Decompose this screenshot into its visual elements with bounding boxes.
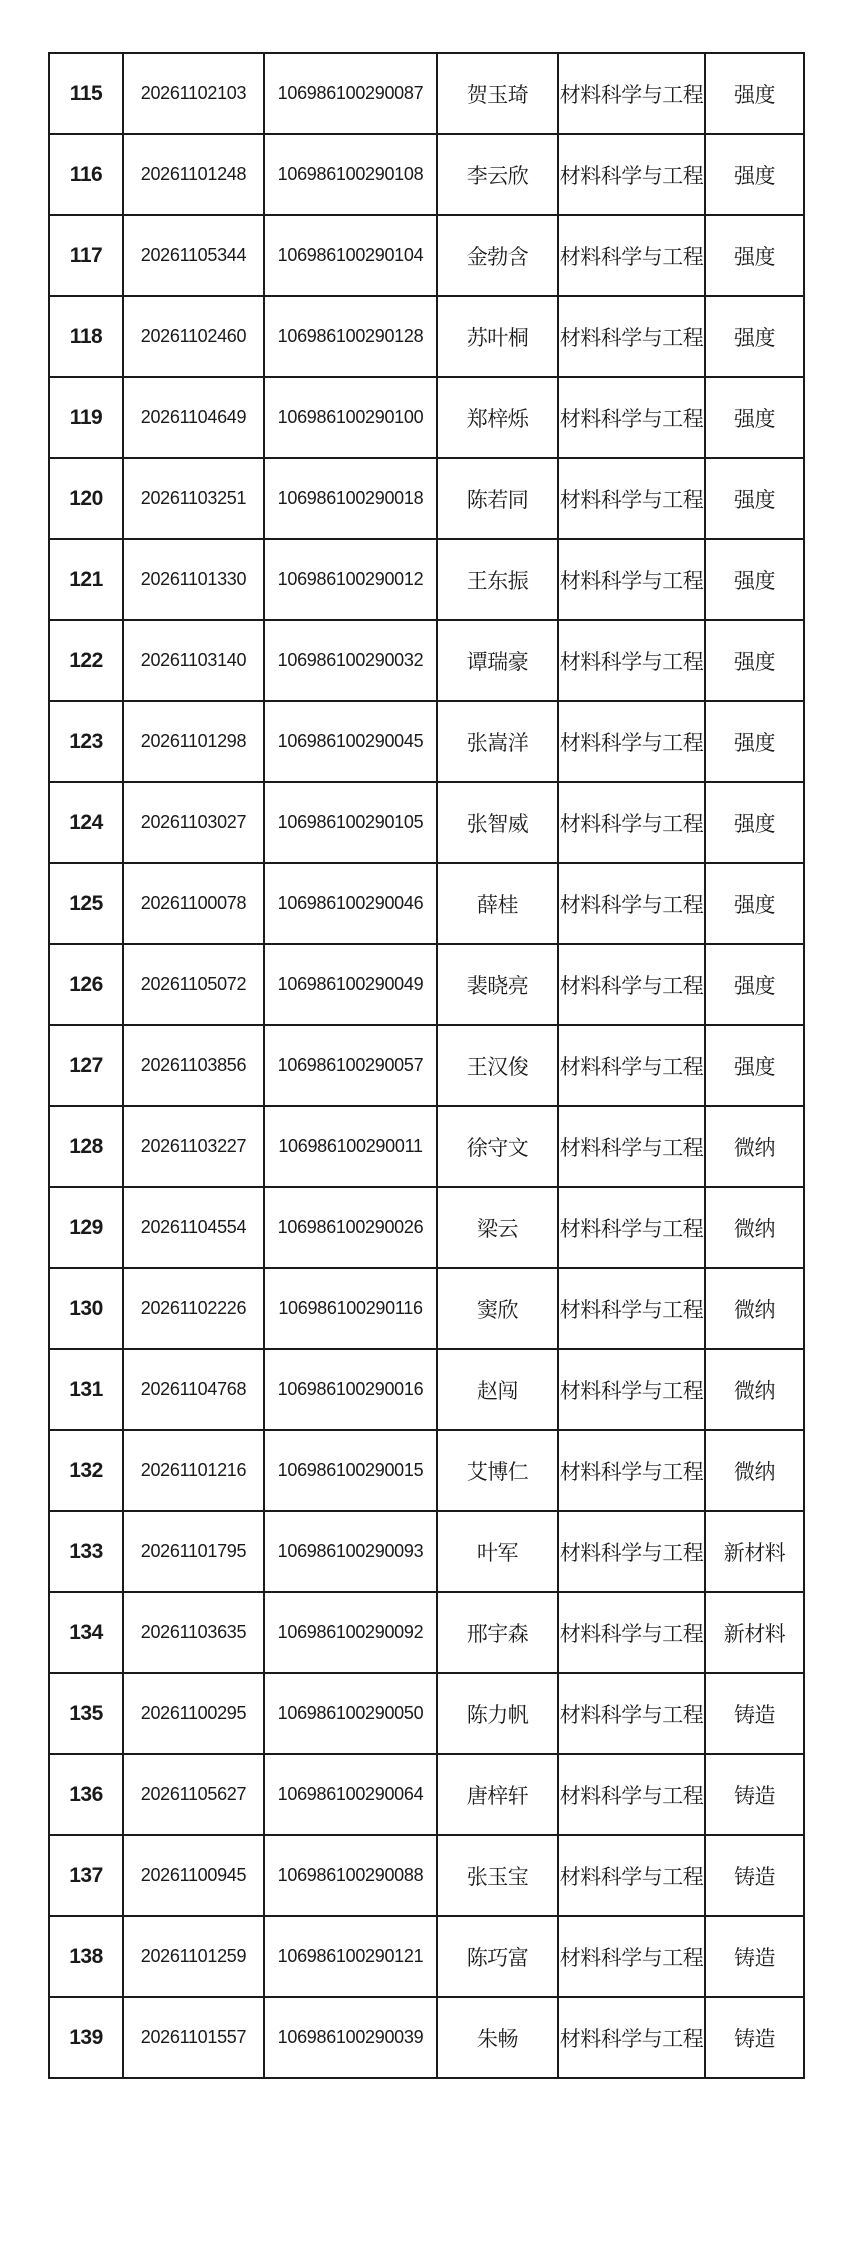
student-name-cell: 朱畅 <box>437 1997 558 2078</box>
research-direction-cell: 铸造 <box>705 1916 804 1997</box>
major-cell: 材料科学与工程 <box>558 296 705 377</box>
research-direction-cell: 微纳 <box>705 1430 804 1511</box>
major-cell: 材料科学与工程 <box>558 1835 705 1916</box>
table-row <box>49 1430 804 1511</box>
exam-id-cell: 20261100945 <box>123 1835 264 1916</box>
student-name-cell: 郑梓烁 <box>437 377 558 458</box>
research-direction-cell: 强度 <box>705 539 804 620</box>
student-id-cell: 106986100290092 <box>264 1592 437 1673</box>
table-row <box>49 1916 804 1997</box>
admission-list-table <box>48 52 805 2079</box>
exam-id-cell: 20261103027 <box>123 782 264 863</box>
research-direction-cell: 强度 <box>705 701 804 782</box>
student-id-cell: 106986100290016 <box>264 1349 437 1430</box>
major-cell: 材料科学与工程 <box>558 1025 705 1106</box>
student-name-cell: 梁云 <box>437 1187 558 1268</box>
row-number-cell: 128 <box>49 1106 123 1187</box>
student-id-cell: 106986100290128 <box>264 296 437 377</box>
row-number-cell: 138 <box>49 1916 123 1997</box>
research-direction-cell: 强度 <box>705 215 804 296</box>
student-id-cell: 106986100290121 <box>264 1916 437 1997</box>
student-id-cell: 106986100290015 <box>264 1430 437 1511</box>
exam-id-cell: 20261103227 <box>123 1106 264 1187</box>
research-direction-cell: 铸造 <box>705 1835 804 1916</box>
student-id-cell: 106986100290057 <box>264 1025 437 1106</box>
research-direction-cell: 强度 <box>705 944 804 1025</box>
major-cell: 材料科学与工程 <box>558 215 705 296</box>
exam-id-cell: 20261104649 <box>123 377 264 458</box>
table-row <box>49 1835 804 1916</box>
table-row <box>49 863 804 944</box>
exam-id-cell: 20261102460 <box>123 296 264 377</box>
research-direction-cell: 强度 <box>705 1025 804 1106</box>
student-id-cell: 106986100290039 <box>264 1997 437 2078</box>
row-number-cell: 125 <box>49 863 123 944</box>
table-row <box>49 1187 804 1268</box>
student-id-cell: 106986100290032 <box>264 620 437 701</box>
table-row <box>49 782 804 863</box>
student-name-cell: 窦欣 <box>437 1268 558 1349</box>
research-direction-cell: 微纳 <box>705 1268 804 1349</box>
exam-id-cell: 20261104768 <box>123 1349 264 1430</box>
row-number-cell: 115 <box>49 53 123 134</box>
major-cell: 材料科学与工程 <box>558 1268 705 1349</box>
research-direction-cell: 铸造 <box>705 1673 804 1754</box>
student-id-cell: 106986100290049 <box>264 944 437 1025</box>
student-name-cell: 裴晓亮 <box>437 944 558 1025</box>
row-number-cell: 116 <box>49 134 123 215</box>
table-row <box>49 1673 804 1754</box>
major-cell: 材料科学与工程 <box>558 377 705 458</box>
student-id-cell: 106986100290088 <box>264 1835 437 1916</box>
table-body <box>49 53 804 2078</box>
table-row <box>49 53 804 134</box>
student-id-cell: 106986100290100 <box>264 377 437 458</box>
student-name-cell: 薛桂 <box>437 863 558 944</box>
table-row <box>49 944 804 1025</box>
row-number-cell: 133 <box>49 1511 123 1592</box>
research-direction-cell: 强度 <box>705 458 804 539</box>
table-row <box>49 1349 804 1430</box>
major-cell: 材料科学与工程 <box>558 1187 705 1268</box>
student-id-cell: 106986100290104 <box>264 215 437 296</box>
exam-id-cell: 20261100295 <box>123 1673 264 1754</box>
student-name-cell: 张智威 <box>437 782 558 863</box>
research-direction-cell: 强度 <box>705 377 804 458</box>
exam-id-cell: 20261105072 <box>123 944 264 1025</box>
table-row <box>49 1025 804 1106</box>
table-row <box>49 1106 804 1187</box>
exam-id-cell: 20261101795 <box>123 1511 264 1592</box>
admission-list-table-container <box>48 52 803 2079</box>
student-name-cell: 徐守文 <box>437 1106 558 1187</box>
major-cell: 材料科学与工程 <box>558 1511 705 1592</box>
student-name-cell: 金勃含 <box>437 215 558 296</box>
student-id-cell: 106986100290050 <box>264 1673 437 1754</box>
student-name-cell: 张嵩洋 <box>437 701 558 782</box>
exam-id-cell: 20261101557 <box>123 1997 264 2078</box>
row-number-cell: 137 <box>49 1835 123 1916</box>
research-direction-cell: 微纳 <box>705 1187 804 1268</box>
table-row <box>49 1268 804 1349</box>
student-name-cell: 王汉俊 <box>437 1025 558 1106</box>
row-number-cell: 134 <box>49 1592 123 1673</box>
student-id-cell: 106986100290093 <box>264 1511 437 1592</box>
student-name-cell: 艾博仁 <box>437 1430 558 1511</box>
row-number-cell: 117 <box>49 215 123 296</box>
row-number-cell: 126 <box>49 944 123 1025</box>
row-number-cell: 124 <box>49 782 123 863</box>
student-name-cell: 谭瑞豪 <box>437 620 558 701</box>
exam-id-cell: 20261105627 <box>123 1754 264 1835</box>
exam-id-cell: 20261101298 <box>123 701 264 782</box>
research-direction-cell: 新材料 <box>705 1592 804 1673</box>
table-row <box>49 1754 804 1835</box>
student-id-cell: 106986100290087 <box>264 53 437 134</box>
exam-id-cell: 20261103635 <box>123 1592 264 1673</box>
student-id-cell: 106986100290026 <box>264 1187 437 1268</box>
exam-id-cell: 20261101259 <box>123 1916 264 1997</box>
student-id-cell: 106986100290012 <box>264 539 437 620</box>
major-cell: 材料科学与工程 <box>558 1592 705 1673</box>
table-row <box>49 1997 804 2078</box>
student-name-cell: 陈若同 <box>437 458 558 539</box>
exam-id-cell: 20261103856 <box>123 1025 264 1106</box>
student-name-cell: 苏叶桐 <box>437 296 558 377</box>
table-row <box>49 458 804 539</box>
major-cell: 材料科学与工程 <box>558 1673 705 1754</box>
research-direction-cell: 新材料 <box>705 1511 804 1592</box>
student-name-cell: 唐梓轩 <box>437 1754 558 1835</box>
table-row <box>49 296 804 377</box>
research-direction-cell: 强度 <box>705 620 804 701</box>
major-cell: 材料科学与工程 <box>558 782 705 863</box>
exam-id-cell: 20261102103 <box>123 53 264 134</box>
research-direction-cell: 铸造 <box>705 1754 804 1835</box>
exam-id-cell: 20261101248 <box>123 134 264 215</box>
student-name-cell: 张玉宝 <box>437 1835 558 1916</box>
table-row <box>49 1511 804 1592</box>
research-direction-cell: 铸造 <box>705 1997 804 2078</box>
row-number-cell: 129 <box>49 1187 123 1268</box>
row-number-cell: 121 <box>49 539 123 620</box>
student-id-cell: 106986100290105 <box>264 782 437 863</box>
research-direction-cell: 微纳 <box>705 1349 804 1430</box>
major-cell: 材料科学与工程 <box>558 53 705 134</box>
major-cell: 材料科学与工程 <box>558 134 705 215</box>
exam-id-cell: 20261100078 <box>123 863 264 944</box>
student-id-cell: 106986100290018 <box>264 458 437 539</box>
table-row <box>49 215 804 296</box>
research-direction-cell: 强度 <box>705 53 804 134</box>
major-cell: 材料科学与工程 <box>558 1106 705 1187</box>
major-cell: 材料科学与工程 <box>558 701 705 782</box>
exam-id-cell: 20261103140 <box>123 620 264 701</box>
research-direction-cell: 强度 <box>705 782 804 863</box>
research-direction-cell: 微纳 <box>705 1106 804 1187</box>
research-direction-cell: 强度 <box>705 296 804 377</box>
student-name-cell: 王东振 <box>437 539 558 620</box>
row-number-cell: 118 <box>49 296 123 377</box>
row-number-cell: 132 <box>49 1430 123 1511</box>
major-cell: 材料科学与工程 <box>558 1349 705 1430</box>
major-cell: 材料科学与工程 <box>558 539 705 620</box>
research-direction-cell: 强度 <box>705 134 804 215</box>
table-row <box>49 377 804 458</box>
row-number-cell: 131 <box>49 1349 123 1430</box>
major-cell: 材料科学与工程 <box>558 1430 705 1511</box>
exam-id-cell: 20261104554 <box>123 1187 264 1268</box>
student-id-cell: 106986100290064 <box>264 1754 437 1835</box>
student-name-cell: 贺玉琦 <box>437 53 558 134</box>
row-number-cell: 122 <box>49 620 123 701</box>
exam-id-cell: 20261101330 <box>123 539 264 620</box>
row-number-cell: 123 <box>49 701 123 782</box>
row-number-cell: 127 <box>49 1025 123 1106</box>
row-number-cell: 120 <box>49 458 123 539</box>
major-cell: 材料科学与工程 <box>558 620 705 701</box>
student-id-cell: 106986100290108 <box>264 134 437 215</box>
row-number-cell: 119 <box>49 377 123 458</box>
student-name-cell: 李云欣 <box>437 134 558 215</box>
student-id-cell: 106986100290046 <box>264 863 437 944</box>
row-number-cell: 139 <box>49 1997 123 2078</box>
major-cell: 材料科学与工程 <box>558 458 705 539</box>
table-row <box>49 134 804 215</box>
table-row <box>49 1592 804 1673</box>
row-number-cell: 130 <box>49 1268 123 1349</box>
student-name-cell: 赵闯 <box>437 1349 558 1430</box>
student-name-cell: 叶军 <box>437 1511 558 1592</box>
row-number-cell: 135 <box>49 1673 123 1754</box>
major-cell: 材料科学与工程 <box>558 1754 705 1835</box>
table-row <box>49 539 804 620</box>
major-cell: 材料科学与工程 <box>558 1997 705 2078</box>
major-cell: 材料科学与工程 <box>558 863 705 944</box>
exam-id-cell: 20261101216 <box>123 1430 264 1511</box>
research-direction-cell: 强度 <box>705 863 804 944</box>
major-cell: 材料科学与工程 <box>558 944 705 1025</box>
exam-id-cell: 20261103251 <box>123 458 264 539</box>
student-name-cell: 陈力帆 <box>437 1673 558 1754</box>
student-name-cell: 邢宇森 <box>437 1592 558 1673</box>
exam-id-cell: 20261102226 <box>123 1268 264 1349</box>
table-row <box>49 620 804 701</box>
exam-id-cell: 20261105344 <box>123 215 264 296</box>
student-id-cell: 106986100290011 <box>264 1106 437 1187</box>
table-row <box>49 701 804 782</box>
student-id-cell: 106986100290045 <box>264 701 437 782</box>
student-name-cell: 陈巧富 <box>437 1916 558 1997</box>
row-number-cell: 136 <box>49 1754 123 1835</box>
major-cell: 材料科学与工程 <box>558 1916 705 1997</box>
student-id-cell: 106986100290116 <box>264 1268 437 1349</box>
